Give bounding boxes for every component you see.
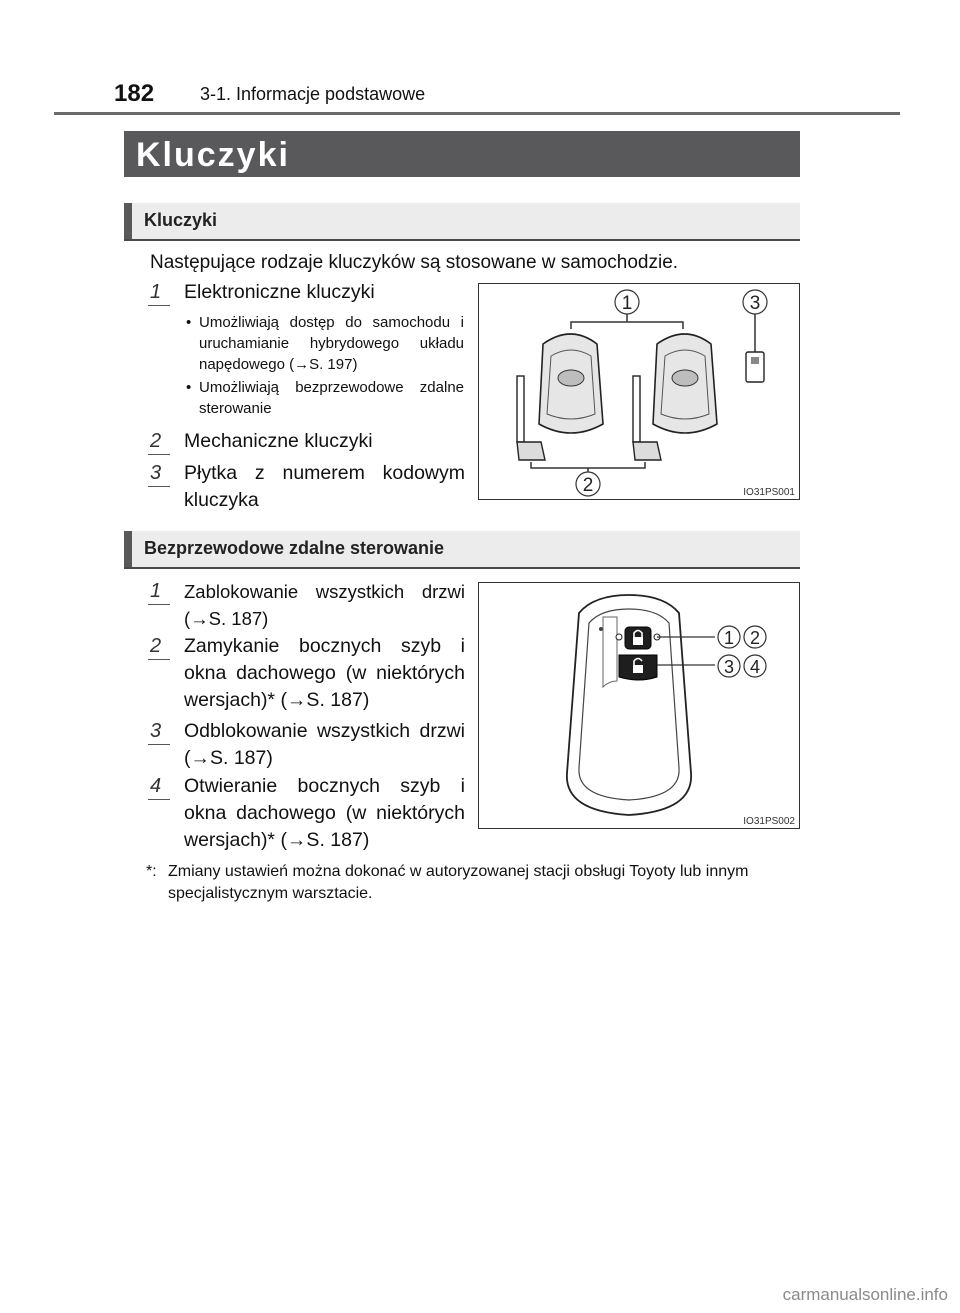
chapter-title: 3-1. Informacje podstawowe [200,84,426,104]
item-number: 1 [150,580,168,604]
section-heading-keys-label: Kluczyki [144,210,218,230]
key-number-plate [746,352,764,382]
item-text: Zablokowanie wszystkich drzwi (→S. 187) [184,581,465,629]
figure-code: IO31PS001 [743,487,795,498]
footnote [146,861,800,905]
callout-label-3: 3 [749,293,761,314]
bullet-item: • Umożliwiają bezprzewodowe zdalne sterowanie [186,377,464,419]
callout-label-1: 1 [723,628,735,648]
page-number: 182 [114,80,155,107]
item-number: 3 [150,720,168,744]
keys-figure [478,283,800,500]
section-intro: Następujące rodzaje kluczyków są stosowane w samochodzie. [150,252,679,273]
page-title: Kluczyki [136,136,290,174]
footnote-text: Zmiany ustawień można dokonać w autoryzowanej stacji obsługi Toyoty lub innym specjalistycznym warsztacie. [168,863,749,902]
key-item-1 [150,279,465,306]
section-heading-remote-label: Bezprzewodowe zdalne sterowanie [144,538,445,558]
section-heading-remote [124,531,800,569]
callout-label-2: 2 [749,628,761,648]
item-text: Odblokowanie wszystkich drzwi (→S. 187) [184,720,465,769]
item-text: Płytka z numerem kodowym kluczyka [184,462,465,511]
item-number: 1 [150,281,168,305]
bullet-item: • Umożliwiają dostęp do samochodu i uruchamianie hybrydowego układu napędowego (→S. 197) [186,312,464,375]
item-number: 2 [150,635,168,659]
section-heading-keys [124,203,800,241]
callout-label-3: 3 [723,657,735,677]
item-text: Elektroniczne kluczyki [184,281,375,303]
remote-item-4 [150,773,465,854]
remote-figure [478,582,800,829]
page-title-bar [124,131,800,177]
key-item-1-bullets [186,312,464,419]
remote-item-3 [150,718,465,772]
footnote-mark: *: [146,863,157,880]
key-item-2 [150,428,465,455]
watermark: carmanualsonline.info [782,1285,948,1304]
callout-label-1: 1 [621,293,633,314]
item-text: Mechaniczne kluczyki [184,430,373,452]
electronic-key-right [653,334,717,433]
electronic-key-left [539,334,603,433]
header-divider [54,112,900,115]
page-header [0,0,960,118]
item-number: 4 [150,775,168,799]
remote-item-2 [150,633,465,714]
item-number: 2 [150,430,168,454]
key-item-3 [150,460,465,514]
unlock-button [619,655,657,680]
callout-label-4: 4 [749,657,761,677]
item-number: 3 [150,462,168,486]
remote-item-1 [150,578,465,632]
figure-code: IO31PS002 [743,816,795,827]
item-text: Otwieranie bocznych szyb i okna dachowego (w niektórych wersjach)* (→S. 187) [184,775,465,851]
callout-label-2: 2 [582,475,594,496]
item-text: Zamykanie bocznych szyb i okna dachowego (w niektórych wersjach)* (→S. 187) [184,635,465,711]
